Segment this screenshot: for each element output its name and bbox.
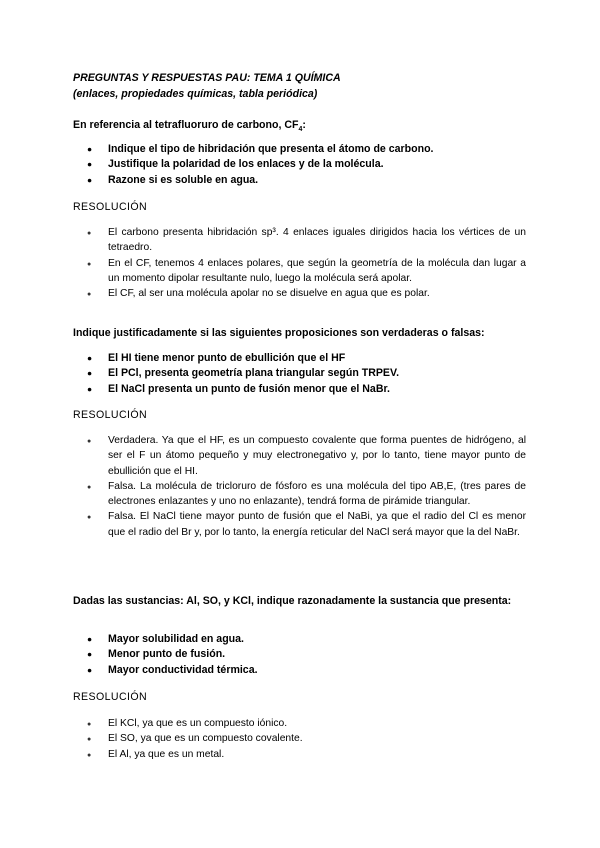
list-item: ● Mayor solubilidad en agua. [73, 632, 258, 647]
list-item: ● En el CF, tenemos 4 enlaces polares, que según la geometría de la molécula dan lugar a un momento dipolar resultante nulo, luego la molécula será apolar. [73, 256, 526, 287]
document-title-block [73, 70, 341, 102]
list-item: ● Falsa. El NaCl tiene mayor punto de fusión que el NaBi, ya que el radio del Cl es menor que el radio del Br y, por lo tanto, la energía reticular del NaCl será mayor que la del NaBr. [73, 509, 526, 540]
list-item: ● El SO, ya que es un compuesto covalente. [73, 731, 526, 746]
list-item: ● Menor punto de fusión. [73, 647, 258, 662]
list-item: ● Verdadera. Ya que el HF, es un compuesto covalente que forma puentes de hidrógeno, al ser el F un átomo pequeño y muy electronegativo y, por lo tanto, tiene mayor punto de ebullición que el HI. [73, 433, 526, 479]
resolution-label-3: RESOLUCIÓN [73, 691, 148, 703]
resolution-label-2: RESOLUCIÓN [73, 409, 148, 421]
list-item: ● Razone si es soluble en agua. [73, 173, 434, 188]
list-item: ● El HI tiene menor punto de ebullición que el HF [73, 351, 399, 366]
resolution-label-1: RESOLUCIÓN [73, 201, 148, 213]
question-2-items [73, 351, 399, 397]
list-item: ● Falsa. La molécula de tricloruro de fósforo es una molécula del tipo AB,E, (tres pares de electrones enlazantes y uno no enlazante), tendrá forma de pirámide triangular. [73, 479, 526, 510]
question-1-items [73, 142, 434, 188]
answer-3-list [73, 716, 526, 762]
answer-1-list [73, 225, 526, 301]
list-item: ● El NaCl presenta un punto de fusión menor que el NaBr. [73, 382, 399, 397]
list-item: ● El KCl, ya que es un compuesto iónico. [73, 716, 526, 731]
question-2-prompt: Indique justificadamente si las siguientes proposiciones son verdaderas o falsas: [73, 327, 485, 339]
list-item: ● Justifique la polaridad de los enlaces y de la molécula. [73, 157, 434, 172]
document-subtitle: (enlaces, propiedades químicas, tabla periódica) [73, 88, 318, 100]
list-item: ● El CF, al ser una molécula apolar no se disuelve en agua que es polar. [73, 286, 526, 301]
document-title: PREGUNTAS Y RESPUESTAS PAU: TEMA 1 QUÍMICA [73, 72, 341, 84]
question-1-prompt: En referencia al tetrafluoruro de carbono, $CF_4$: [73, 119, 306, 134]
question-3-prompt: Dadas las sustancias: Al, SO, y KCl, indique razonadamente la sustancia que presenta: [73, 595, 512, 607]
list-item: ● El carbono presenta hibridación sp³. 4 enlaces iguales dirigidos hacia los vértices de un tetraedro. [73, 225, 526, 256]
answer-2-list [73, 433, 526, 540]
list-item: ● El PCl, presenta geometría plana triangular según TRPEV. [73, 366, 399, 381]
list-item: ● El Al, ya que es un metal. [73, 747, 526, 762]
question-3-items [73, 632, 258, 678]
list-item: ● Indique el tipo de hibridación que presenta el átomo de carbono. [73, 142, 434, 157]
list-item: ● Mayor conductividad térmica. [73, 663, 258, 678]
